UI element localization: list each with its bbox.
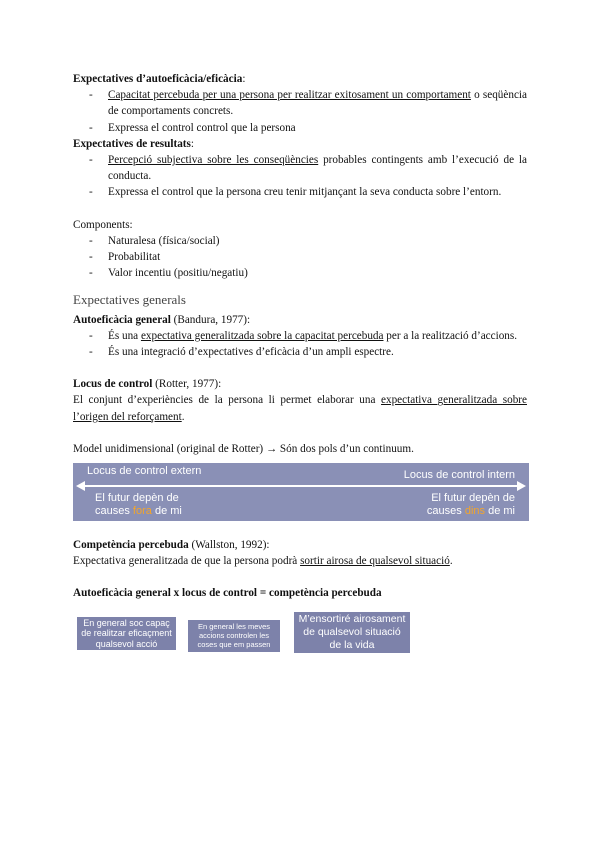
list-item: - És una expectativa generalitzada sobre la capacitat percebuda per a la realització d’accions. (73, 328, 527, 344)
document-page (73, 71, 527, 654)
section-title-resultats: Expectatives de resultats: (73, 137, 194, 150)
locus-continuum-diagram (73, 463, 529, 521)
components-title: Components: (73, 218, 133, 231)
arrow-left-icon (76, 481, 85, 491)
formula: Autoeficàcia general x locus de control = competència percebuda (73, 587, 382, 600)
components-list (73, 233, 527, 282)
list-item: - Naturalesa (física/social) (73, 233, 527, 249)
locus-text: El conjunt d’experiències de la persona li permet elaborar una expectativa generalitzada sobre l’origen del reforçament. (73, 394, 527, 423)
intern-label: Locus de control intern (403, 469, 515, 482)
locus-title: Locus de control (Rotter, 1977): (73, 378, 222, 391)
intern-description: El futur depèn de causes dins de mi (426, 492, 515, 518)
continuum-line (83, 485, 517, 487)
autoeficacia-list (73, 87, 527, 136)
box-competencia: M’ensortiré airosament de qualsevol situació de la vida (294, 612, 410, 653)
arrow-right-icon (517, 481, 526, 491)
box-autoeficacia: En general soc capaç de realitzar eficaçment qualsevol acció (77, 617, 176, 650)
model-text: Model unidimensional (original de Rotter) → Són dos pols d’un continuum. (73, 442, 414, 455)
box-locus: En general les meves accions controlen les coses que em passen (188, 620, 280, 652)
heading-expectatives-generals: Expectatives generals (73, 292, 186, 308)
list-item: - Valor incentiu (positiu/negatiu) (73, 265, 527, 281)
section-title-autoeficacia: Expectatives d’autoeficàcia/eficàcia: (73, 73, 246, 85)
competencia-text: Expectativa generalitzada de que la persona podrà sortir airosa de qualsevol situació. (73, 555, 453, 568)
autoeficacia-general-list (73, 328, 527, 360)
formula-boxes (73, 612, 527, 654)
extern-label: Locus de control extern (87, 465, 202, 478)
competencia-title: Competència percebuda (Wallston, 1992): (73, 539, 270, 552)
resultats-list (73, 152, 527, 201)
list-item: - Percepció subjectiva sobre les conseqüències probables contingents amb l’execució de la conducta. (73, 152, 527, 184)
autoeficacia-general-title: Autoeficàcia general (Bandura, 1977): (73, 313, 251, 326)
list-item: - Capacitat percebuda per una persona per realitzar exitosament un comportament o seqüència de comportaments concrets. (73, 87, 527, 119)
list-item: - Expressa el control que la persona creu tenir mitjançant la seva conducta sobre l’entorn. (73, 184, 527, 200)
extern-description: El futur depèn de causes fora de mi (95, 492, 182, 518)
list-item: - Probabilitat (73, 249, 527, 265)
list-item: - És una integració d’expectatives d’eficàcia d’un ampli espectre. (73, 344, 527, 360)
list-item: - Expressa el control control que la persona (73, 120, 527, 136)
